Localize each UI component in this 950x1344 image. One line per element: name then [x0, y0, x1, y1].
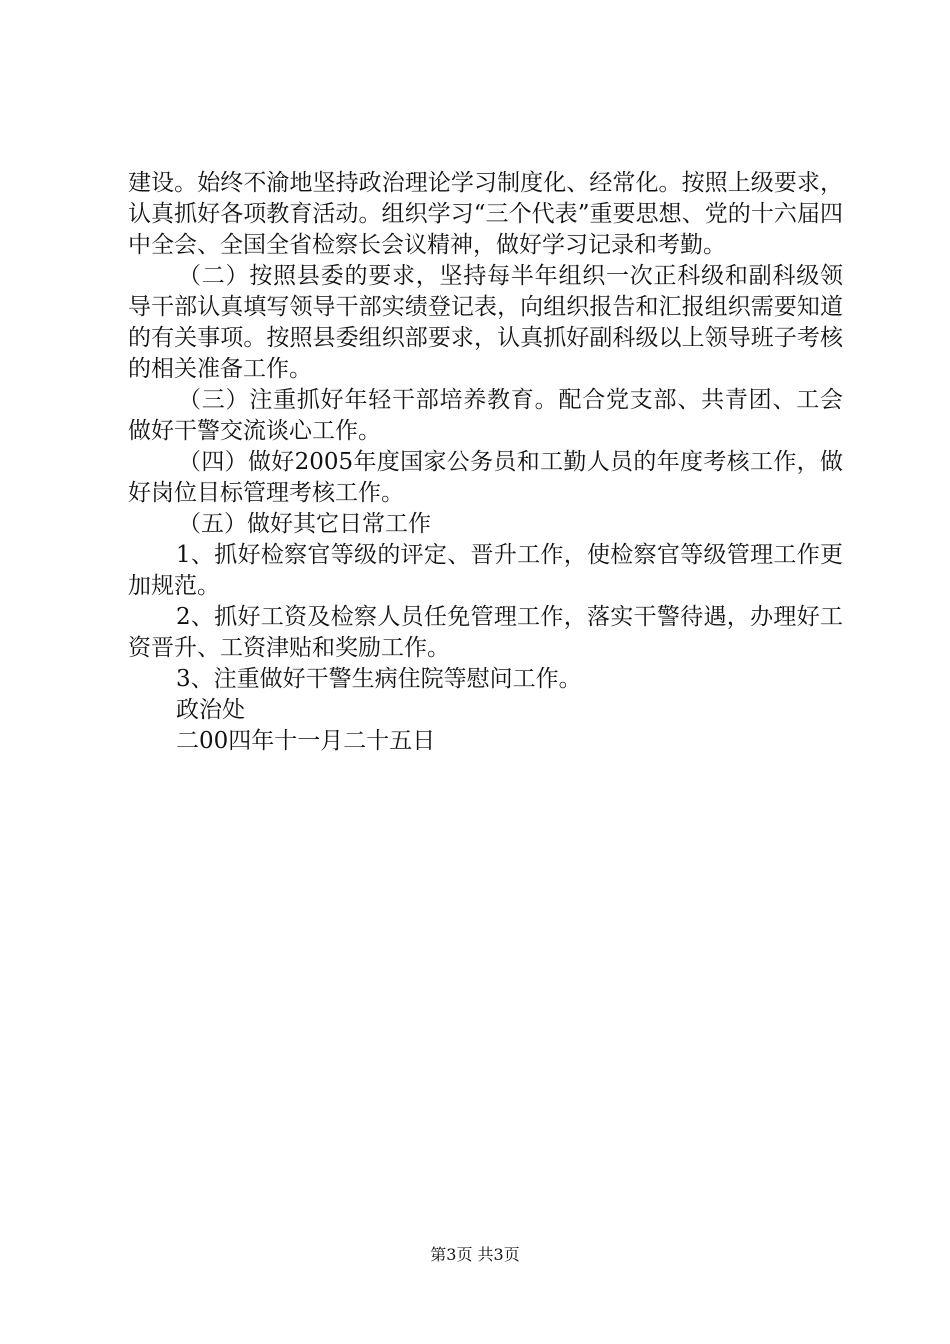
document-body	[128, 168, 843, 757]
paragraph-8: 3、注重做好干警生病住院等慰问工作。	[176, 666, 582, 692]
paragraph-7: 2、抓好工资及检察人员任免管理工作，落实干警待遇，办理好工资晋升、工资津贴和奖励工作。	[128, 604, 843, 661]
page-footer: 第3页 共3页	[430, 1245, 520, 1264]
paragraph-3: （三）注重抓好年轻干部培养教育。配合党支部、共青团、工会做好干警交流谈心工作。	[128, 387, 843, 444]
paragraph-4: （四）做好2005年度国家公务员和工勤人员的年度考核工作，做好岗位目标管理考核工作。	[128, 449, 843, 506]
signature-department: 政治处	[176, 697, 245, 723]
paragraph-5: （五）做好其它日常工作	[178, 511, 431, 537]
signature-date: 二00四年十一月二十五日	[176, 728, 436, 754]
paragraph-6: 1、抓好检察官等级的评定、晋升工作，使检察官等级管理工作更加规范。	[128, 542, 843, 599]
paragraph-2: （二）按照县委的要求，坚持每半年组织一次正科级和副科级领导干部认真填写领导干部实绩登记表，向组织报告和汇报组织需要知道的有关事项。按照县委组织部要求，认真抓好副科级以上领导班子考核的相关准备工作。	[128, 263, 843, 382]
paragraph-1: 建设。始终不渝地坚持政治理论学习制度化、经常化。按照上级要求，认真抓好各项教育活动。组织学习“三个代表”重要思想、党的十六届四中全会、全国全省检察长会议精神，做好学习记录和考勤。	[128, 170, 843, 258]
